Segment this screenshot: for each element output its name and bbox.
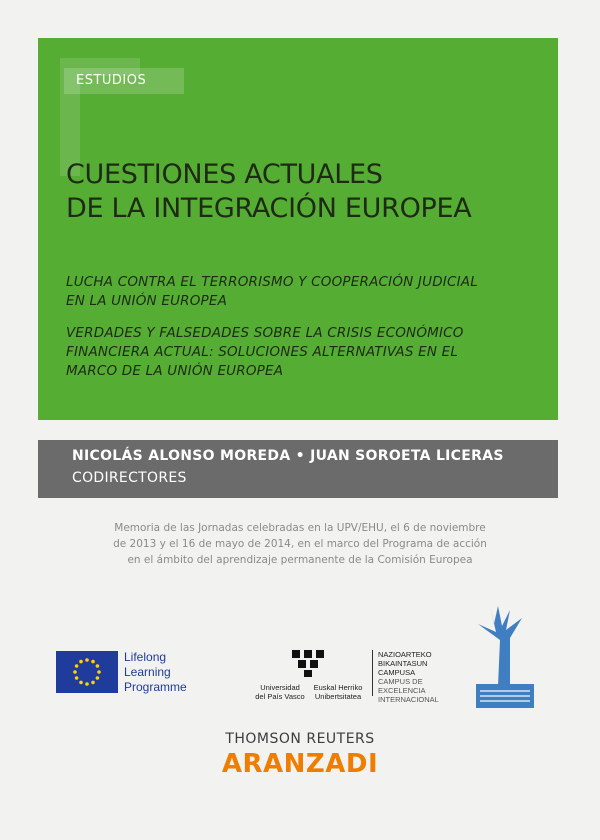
eu-flag-icon (56, 651, 118, 693)
subtitle-2 (66, 324, 546, 381)
llp-line-2: Learning (124, 665, 171, 679)
upv-left-line-2: del País Vasco (255, 692, 305, 701)
subtitle-1-line-1: LUCHA CONTRA EL TERRORISMO Y COOPERACIÓN JUDICIAL (66, 274, 478, 290)
memoria-note (40, 520, 560, 568)
llp-logo-text (124, 650, 187, 695)
subtitle-2-line-3: MARCO DE LA UNIÓN EUROPEA (66, 363, 284, 379)
campus-line-3: CAMPUSA (378, 668, 416, 677)
title-panel (38, 38, 558, 420)
memoria-line-2: de 2013 y el 16 de mayo de 2014, en el marco del Programa de acción (113, 538, 487, 550)
subtitle-1 (66, 273, 546, 311)
campus-spanish (378, 677, 439, 704)
campus-line-1: NAZIOARTEKO (378, 650, 432, 659)
subtitle-1-line-2: EN LA UNIÓN EUROPEA (66, 293, 228, 309)
memoria-line-3: en el ámbito del aprendizaje permanente de la Comisión Europea (127, 554, 473, 566)
campus-line-5: EXCELENCIA (378, 686, 426, 695)
subtitle-2-line-2: FINANCIERA ACTUAL: SOLUCIONES ALTERNATIVAS EN EL (66, 344, 459, 360)
campus-line-2: BIKAINTASUN (378, 659, 428, 668)
upv-left-line-1: Universidad (260, 683, 300, 692)
llp-line-3: Programme (124, 680, 187, 694)
upv-right-line-2: Unibertsitatea (314, 692, 362, 701)
upv-basque-name (312, 683, 364, 701)
memoria-line-1: Memoria de las Jornadas celebradas en la UPV/EHU, el 6 de noviembre (114, 522, 486, 534)
upv-right-line-1: Euskal Herriko (313, 683, 363, 692)
authors: NICOLÁS ALONSO MOREDA • JUAN SOROETA LICERAS (72, 448, 504, 464)
authors-role: CODIRECTORES (72, 470, 187, 486)
llp-line-1: Lifelong (124, 650, 167, 664)
publisher-parent: THOMSON REUTERS (225, 731, 375, 747)
publisher-name: ARANZADI (221, 749, 379, 779)
logo-divider (372, 650, 373, 696)
tree-logo-icon (470, 602, 540, 712)
campus-basque (378, 650, 432, 677)
author-band-strip (38, 440, 64, 498)
series-tag: ESTUDIOS (64, 68, 184, 94)
title-line-1: CUESTIONES ACTUALES (66, 159, 383, 190)
upv-emblem-icon (288, 648, 332, 678)
book-title (66, 158, 546, 226)
subtitle-2-line-1: VERDADES Y FALSEDADES SOBRE LA CRISIS ECONÓMICO (66, 325, 464, 341)
campus-line-4: CAMPUS DE (378, 677, 423, 686)
campus-line-6: INTERNACIONAL (378, 695, 439, 704)
upv-spanish-name (254, 683, 306, 701)
title-line-2: DE LA INTEGRACIÓN EUROPEA (66, 193, 472, 224)
